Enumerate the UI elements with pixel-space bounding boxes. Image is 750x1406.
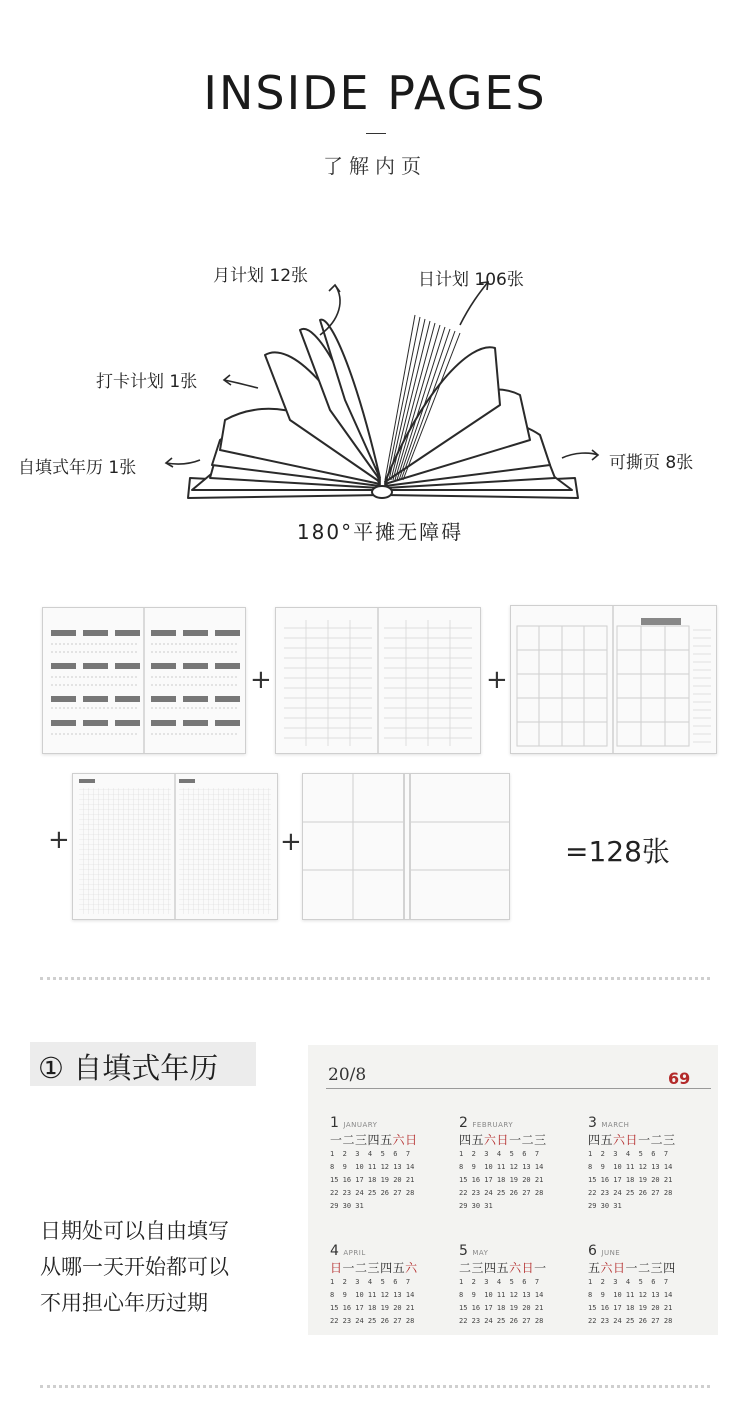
- page-title: INSIDE PAGES: [203, 66, 547, 120]
- description-line: 从哪一天开始都可以: [40, 1255, 229, 1279]
- calendar-day-row: 8 9 10 11 12 13 14: [459, 1163, 544, 1171]
- calendar-day-row: 15 16 17 18 19 20 21: [588, 1304, 673, 1312]
- calendar-weekday: 六: [484, 1133, 497, 1147]
- calendar-day-row: 22 23 24 25 26 27 28: [330, 1189, 415, 1197]
- calendar-weekday: 二: [459, 1261, 472, 1275]
- calendar-month-number: 2: [459, 1115, 468, 1131]
- calendar-month: [459, 1243, 577, 1328]
- calendar-weekday: 五: [380, 1133, 393, 1147]
- calendar-month-number: 4: [330, 1243, 339, 1259]
- plus-sign: +: [486, 665, 508, 695]
- tearoff-pages-label: 可撕页 8张: [609, 453, 694, 473]
- description-line: 日期处可以自由填写: [40, 1219, 229, 1243]
- calendar-day-row: 8 9 10 11 12 13 14: [588, 1291, 673, 1299]
- calendar-weekday: 五: [588, 1261, 601, 1275]
- calendar-weekday: 四: [484, 1261, 497, 1275]
- calendar-day-row: 1 2 3 4 5 6 7: [588, 1278, 669, 1286]
- calendar-page-badge: 69: [668, 1069, 691, 1088]
- calendar-weekday: 日: [330, 1261, 343, 1275]
- daily-plan-spread: [72, 773, 278, 920]
- calendar-weekday: 三: [355, 1133, 368, 1147]
- calendar-month-heading: [459, 1243, 577, 1259]
- calendar-day-row: 29 30 31: [459, 1202, 493, 1210]
- calendar-day-row: 15 16 17 18 19 20 21: [330, 1304, 415, 1312]
- calendar-weekday: 四: [663, 1261, 676, 1275]
- calendar-day-row: 22 23 24 25 26 27 28: [330, 1317, 415, 1325]
- calendar-year: 20/8: [328, 1065, 367, 1085]
- calendar-weekday: 一: [330, 1133, 343, 1147]
- calendar-weekday: 二: [355, 1261, 368, 1275]
- calendar-weekday: 三: [663, 1133, 676, 1147]
- page-subtitle: 了解内页: [323, 154, 427, 178]
- description-line: 不用担心年历过期: [40, 1291, 208, 1315]
- monthly-plan-spread: [510, 605, 717, 754]
- calendar-weekday: 二: [342, 1133, 356, 1147]
- calendar-month-heading: [588, 1243, 706, 1259]
- total-pages: =128张: [565, 835, 670, 868]
- calendar-weekday: 日: [405, 1133, 418, 1147]
- daily-plan-label: 日计划 106张: [418, 270, 524, 290]
- calendar-weekday-row: [459, 1259, 577, 1276]
- calendar-month: [459, 1115, 577, 1213]
- year-calendar-photo: [308, 1045, 718, 1335]
- calendar-weekday: 四: [459, 1133, 472, 1147]
- flat-open-caption: 180°平摊无障碍: [296, 520, 464, 544]
- calendar-day-row: 29 30 31: [588, 1202, 622, 1210]
- calendar-weekday: 一: [342, 1261, 356, 1275]
- calendar-weekday: 六: [509, 1261, 522, 1275]
- year-calendar-spread: [42, 607, 246, 754]
- calendar-weekday-row: [588, 1259, 706, 1276]
- dotted-divider: [40, 977, 710, 980]
- calendar-day-row: 1 2 3 4 5 6 7: [459, 1278, 540, 1286]
- calendar-weekday: 六: [392, 1133, 406, 1147]
- calendar-day-row: 15 16 17 18 19 20 21: [459, 1176, 544, 1184]
- dotted-divider: [40, 1385, 710, 1388]
- calendar-weekday: 五: [600, 1133, 614, 1147]
- calendar-weekday: 二: [650, 1133, 664, 1147]
- checkin-plan-spread: [275, 607, 481, 754]
- calendar-weekday-row: [459, 1131, 577, 1148]
- calendar-month: [330, 1243, 448, 1328]
- calendar-header-rule: [326, 1088, 711, 1089]
- calendar-weekday: 四: [367, 1133, 381, 1147]
- calendar-weekday: 五: [392, 1261, 406, 1275]
- calendar-month-name: JUNE: [601, 1249, 621, 1257]
- calendar-weekday: 六: [613, 1133, 626, 1147]
- calendar-day-row: 29 30 31: [330, 1202, 364, 1210]
- calendar-day-grid: [330, 1148, 448, 1213]
- calendar-month-heading: [330, 1115, 448, 1131]
- calendar-day-row: 22 23 24 25 26 27 28: [459, 1189, 544, 1197]
- calendar-weekday: 三: [367, 1261, 381, 1275]
- calendar-month-number: 3: [588, 1115, 597, 1131]
- calendar-weekday: 一: [534, 1261, 547, 1275]
- calendar-month-number: 1: [330, 1115, 339, 1131]
- calendar-weekday: 一: [509, 1133, 522, 1147]
- calendar-month: [588, 1115, 706, 1213]
- calendar-weekday: 二: [638, 1261, 651, 1275]
- calendar-month-heading: [459, 1115, 577, 1131]
- calendar-day-grid: [459, 1276, 577, 1328]
- checkin-plan-label: 打卡计划 1张: [96, 372, 198, 392]
- calendar-month-name: FEBRUARY: [472, 1121, 514, 1129]
- calendar-weekday: 二: [521, 1133, 535, 1147]
- calendar-weekday-row: [330, 1131, 448, 1148]
- calendar-day-grid: [588, 1148, 706, 1213]
- calendar-weekday: 六: [405, 1261, 418, 1275]
- calendar-day-row: 1 2 3 4 5 6 7: [588, 1150, 669, 1158]
- section-tag: ① 自填式年历: [38, 1051, 219, 1085]
- calendar-day-row: 22 23 24 25 26 27 28: [459, 1317, 544, 1325]
- calendar-weekday: 六: [600, 1261, 614, 1275]
- calendar-month-name: APRIL: [343, 1249, 366, 1257]
- calendar-month-heading: [588, 1115, 706, 1131]
- calendar-month: [330, 1115, 448, 1213]
- calendar-month-heading: [330, 1243, 448, 1259]
- year-calendar-label: 自填式年历 1张: [18, 458, 137, 478]
- calendar-day-row: 8 9 10 11 12 13 14: [459, 1291, 544, 1299]
- calendar-day-grid: [330, 1276, 448, 1328]
- calendar-weekday: 日: [521, 1261, 535, 1275]
- plus-sign: +: [280, 827, 302, 857]
- calendar-weekday: 日: [496, 1133, 510, 1147]
- calendar-day-row: 22 23 24 25 26 27 28: [588, 1189, 673, 1197]
- calendar-day-row: 15 16 17 18 19 20 21: [330, 1176, 415, 1184]
- calendar-weekday: 四: [588, 1133, 601, 1147]
- calendar-day-grid: [459, 1148, 577, 1213]
- calendar-month: [588, 1243, 706, 1328]
- calendar-day-row: 1 2 3 4 5 6 7: [330, 1150, 411, 1158]
- calendar-weekday: 一: [638, 1133, 651, 1147]
- plus-sign: +: [48, 825, 70, 855]
- monthly-plan-label: 月计划 12张: [213, 266, 309, 286]
- calendar-weekday-row: [330, 1259, 448, 1276]
- calendar-weekday: 五: [496, 1261, 510, 1275]
- calendar-weekday: 三: [534, 1133, 547, 1147]
- calendar-weekday: 日: [613, 1261, 626, 1275]
- calendar-day-row: 1 2 3 4 5 6 7: [459, 1150, 540, 1158]
- calendar-day-row: 1 2 3 4 5 6 7: [330, 1278, 411, 1286]
- calendar-weekday-row: [588, 1131, 706, 1148]
- calendar-day-row: 15 16 17 18 19 20 21: [459, 1304, 544, 1312]
- calendar-day-grid: [588, 1276, 706, 1328]
- calendar-day-row: 8 9 10 11 12 13 14: [330, 1291, 415, 1299]
- calendar-weekday: 五: [471, 1133, 485, 1147]
- calendar-day-row: 15 16 17 18 19 20 21: [588, 1176, 673, 1184]
- calendar-weekday: 三: [650, 1261, 664, 1275]
- calendar-weekday: 四: [380, 1261, 393, 1275]
- calendar-day-row: 22 23 24 25 26 27 28: [588, 1317, 673, 1325]
- plus-sign: +: [250, 665, 272, 695]
- section-description: [40, 1213, 229, 1321]
- calendar-weekday: 一: [625, 1261, 639, 1275]
- calendar-month-name: MAY: [472, 1249, 489, 1257]
- calendar-month-name: JANUARY: [343, 1121, 378, 1129]
- calendar-day-row: 8 9 10 11 12 13 14: [588, 1163, 673, 1171]
- calendar-month-name: MARCH: [601, 1121, 630, 1129]
- calendar-weekday: 日: [625, 1133, 639, 1147]
- calendar-day-row: 8 9 10 11 12 13 14: [330, 1163, 415, 1171]
- tearoff-pages-spread: [302, 773, 510, 920]
- calendar-weekday: 三: [471, 1261, 485, 1275]
- calendar-month-number: 5: [459, 1243, 468, 1259]
- calendar-month-number: 6: [588, 1243, 597, 1259]
